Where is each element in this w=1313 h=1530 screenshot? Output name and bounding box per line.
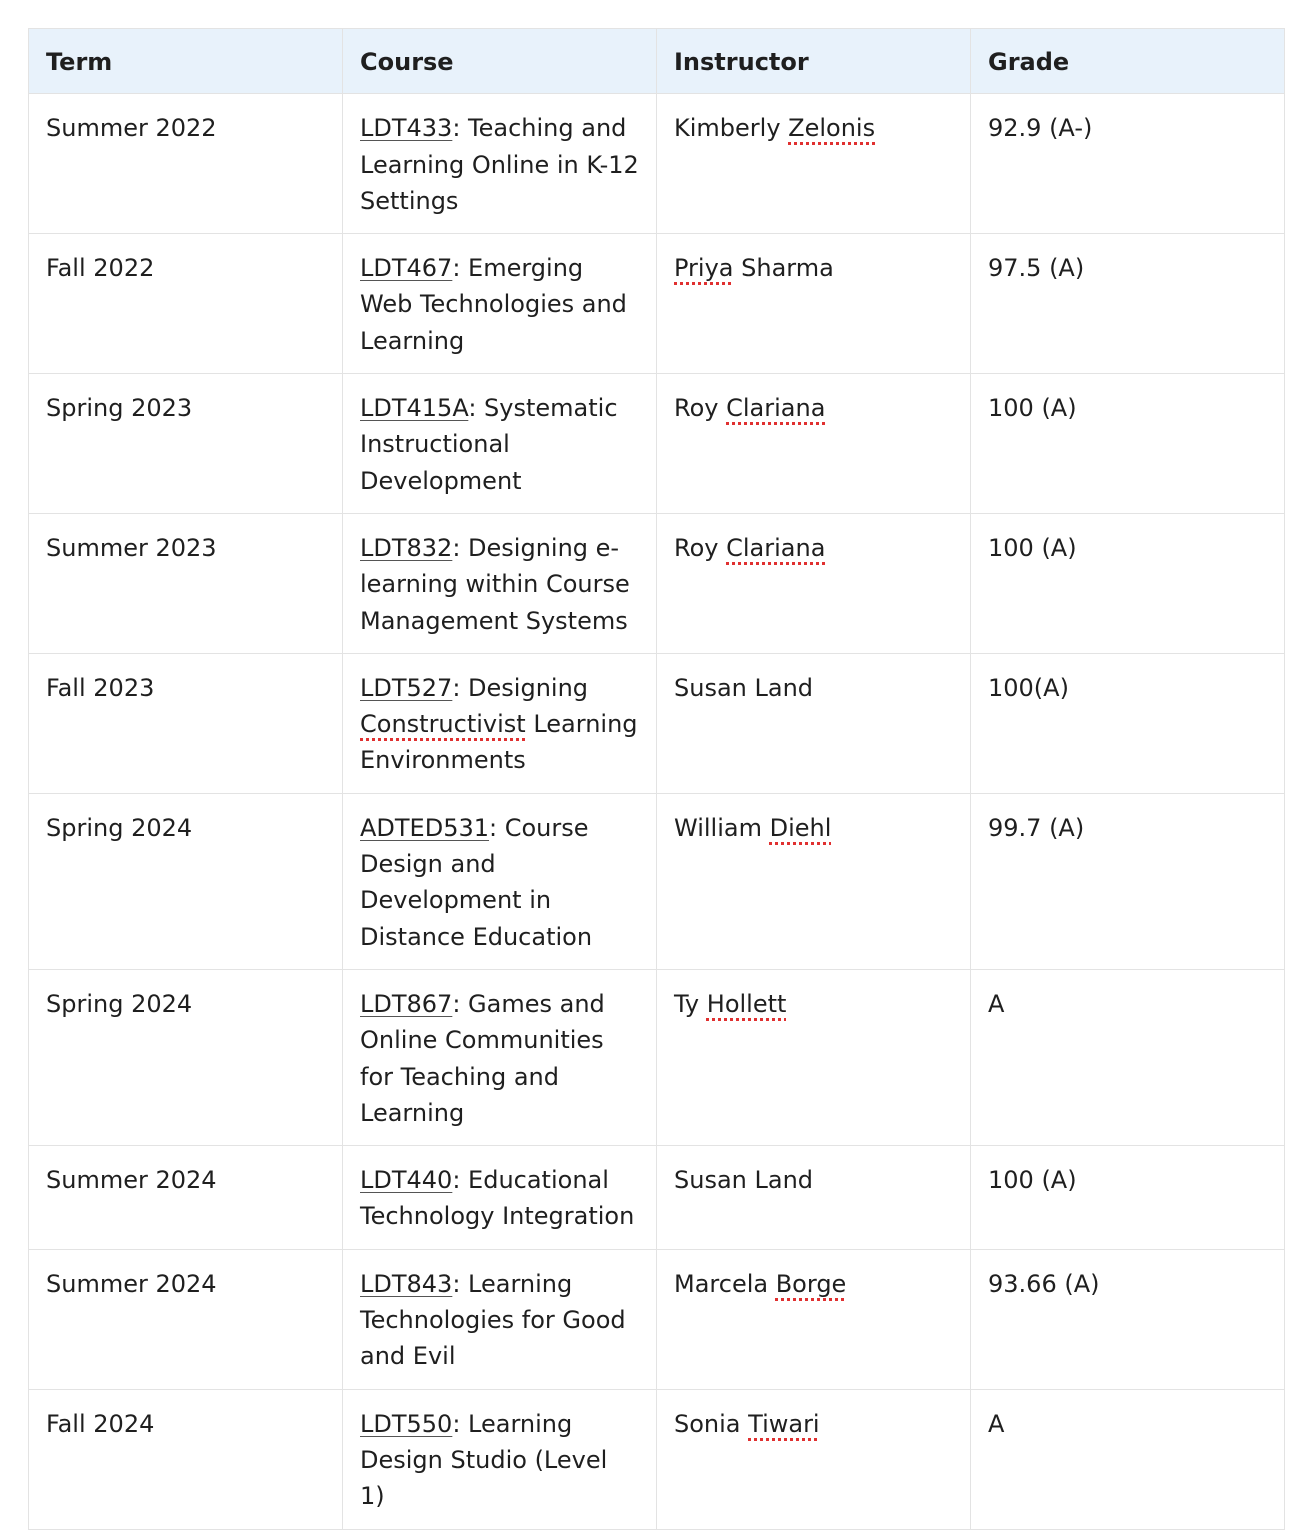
term-cell: Summer 2024 — [29, 1249, 343, 1389]
course-cell — [343, 1389, 657, 1529]
instructor-cell — [657, 94, 971, 234]
table-row — [29, 234, 1285, 374]
course-code-link[interactable]: LDT440 — [360, 1166, 453, 1195]
instructor-first-name: Marcela — [674, 1269, 776, 1298]
course-cell — [343, 94, 657, 234]
course-title-misspelled-word: Constructivist — [360, 710, 526, 739]
instructor-last-name: Clariana — [726, 533, 826, 562]
term-cell: Summer 2023 — [29, 513, 343, 653]
course-code-link[interactable]: ADTED531 — [360, 813, 490, 842]
course-code-link[interactable]: LDT527 — [360, 673, 453, 702]
course-code-link[interactable]: LDT433 — [360, 114, 453, 143]
grade-cell: 100 (A) — [971, 513, 1285, 653]
instructor-last-name: Sharma — [733, 254, 834, 283]
instructor-cell: Susan Land — [657, 1146, 971, 1250]
course-title: : Educational Technology Integration — [360, 1166, 635, 1231]
instructor-first-name: Ty — [674, 989, 707, 1018]
grade-cell: A — [971, 1389, 1285, 1529]
instructor-last-name: Hollett — [706, 989, 787, 1018]
grade-cell: A — [971, 969, 1285, 1145]
course-code-link[interactable]: LDT415A — [360, 394, 469, 423]
course-title: : Learning Design Studio (Level 1) — [360, 1409, 608, 1511]
header-course: Course — [343, 29, 657, 94]
course-title-part: : Designing — [452, 673, 589, 702]
term-cell: Spring 2024 — [29, 969, 343, 1145]
grade-cell: 100 (A) — [971, 374, 1285, 514]
instructor-cell: Susan Land — [657, 653, 971, 793]
table-row — [29, 1146, 1285, 1250]
table-row — [29, 1389, 1285, 1529]
course-cell — [343, 1249, 657, 1389]
course-title: : Games and Online Communities for Teaching and Learning — [360, 989, 605, 1127]
term-cell: Fall 2024 — [29, 1389, 343, 1529]
instructor-cell — [657, 1249, 971, 1389]
instructor-cell — [657, 513, 971, 653]
term-cell: Spring 2024 — [29, 793, 343, 969]
instructor-last-name: Tiwari — [748, 1409, 820, 1438]
transcript-table — [28, 28, 1285, 1530]
course-title-part: Learning Environments — [360, 710, 638, 775]
course-code-link[interactable]: LDT867 — [360, 989, 453, 1018]
header-row — [29, 29, 1285, 94]
table-row — [29, 653, 1285, 793]
term-cell: Fall 2022 — [29, 234, 343, 374]
grade-cell: 92.9 (A-) — [971, 94, 1285, 234]
instructor-first-name: Priya — [674, 254, 734, 283]
course-title: : Teaching and Learning Online in K-12 Settings — [360, 114, 639, 215]
grade-cell: 93.66 (A) — [971, 1249, 1285, 1389]
course-cell — [343, 653, 657, 793]
course-code-link[interactable]: LDT467 — [360, 254, 453, 283]
course-cell — [343, 793, 657, 969]
instructor-cell — [657, 793, 971, 969]
course-code-link[interactable]: LDT550 — [360, 1409, 453, 1438]
table-row — [29, 969, 1285, 1145]
header-grade: Grade — [971, 29, 1285, 94]
grade-cell: 100(A) — [971, 653, 1285, 793]
header-term: Term — [29, 29, 343, 94]
instructor-cell — [657, 374, 971, 514]
instructor-first-name: Roy — [674, 394, 727, 423]
table-row — [29, 1249, 1285, 1389]
grade-cell: 100 (A) — [971, 1146, 1285, 1250]
instructor-first-name: William — [674, 813, 770, 842]
course-cell — [343, 234, 657, 374]
instructor-last-name: Clariana — [726, 394, 826, 423]
term-cell: Fall 2023 — [29, 653, 343, 793]
course-title: : Designing e-learning within Course Management Systems — [360, 533, 630, 635]
instructor-cell — [657, 969, 971, 1145]
table-row — [29, 94, 1285, 234]
course-code-link[interactable]: LDT832 — [360, 533, 453, 562]
transcript-table-container — [28, 28, 1284, 1530]
instructor-cell — [657, 1389, 971, 1529]
term-cell: Spring 2023 — [29, 374, 343, 514]
course-code-link[interactable]: LDT843 — [360, 1269, 453, 1298]
term-cell: Summer 2024 — [29, 1146, 343, 1250]
instructor-last-name: Diehl — [769, 813, 832, 842]
term-cell: Summer 2022 — [29, 94, 343, 234]
course-title: : Systematic Instructional Development — [360, 394, 618, 495]
course-cell — [343, 969, 657, 1145]
grade-cell: 97.5 (A) — [971, 234, 1285, 374]
course-title: : Course Design and Development in Distance Education — [360, 813, 593, 951]
course-cell — [343, 374, 657, 514]
instructor-cell — [657, 234, 971, 374]
grade-cell: 99.7 (A) — [971, 793, 1285, 969]
instructor-first-name: Kimberly — [674, 114, 789, 143]
header-instructor: Instructor — [657, 29, 971, 94]
table-row — [29, 513, 1285, 653]
instructor-first-name: Roy — [674, 533, 727, 562]
course-title: : Learning Technologies for Good and Evil — [360, 1269, 626, 1371]
table-row — [29, 793, 1285, 969]
course-title: : Emerging Web Technologies and Learning — [360, 254, 627, 355]
course-cell — [343, 1146, 657, 1250]
course-cell — [343, 513, 657, 653]
table-row — [29, 374, 1285, 514]
instructor-last-name: Zelonis — [788, 114, 876, 143]
instructor-last-name: Borge — [775, 1269, 847, 1298]
instructor-first-name: Sonia — [674, 1409, 749, 1438]
